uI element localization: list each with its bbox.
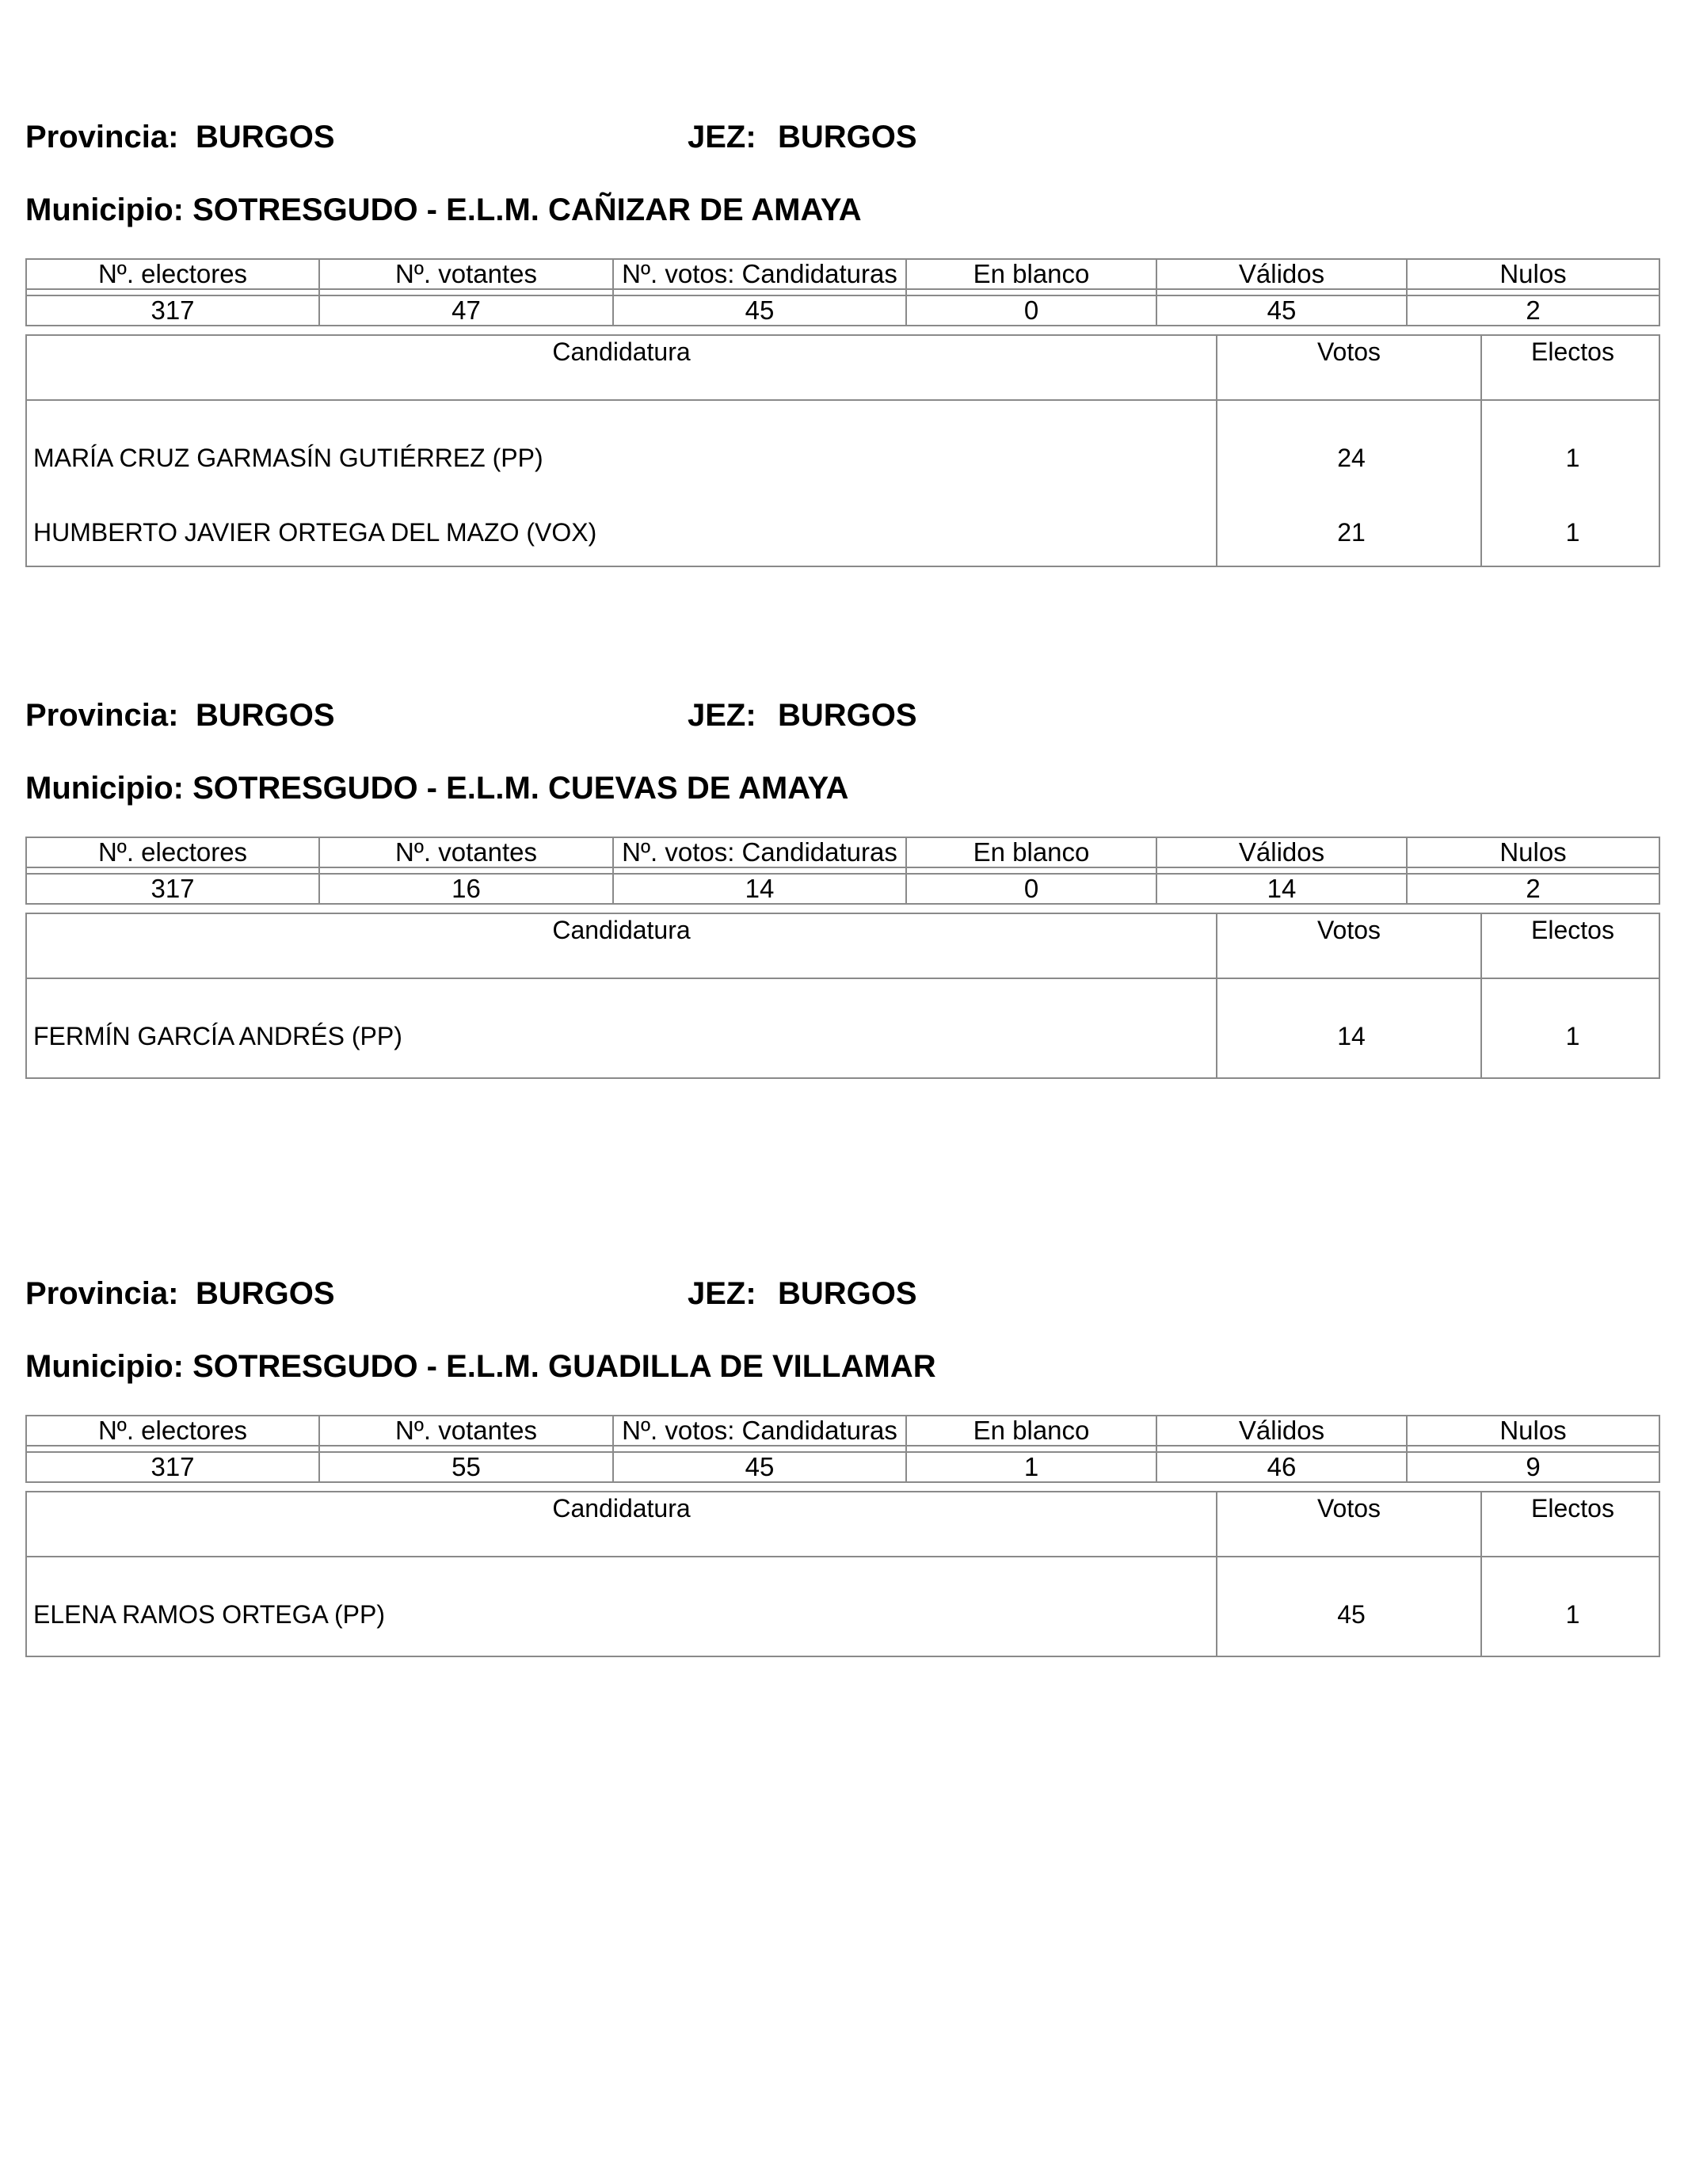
candidate-row xyxy=(26,400,1659,499)
stats-value-cell: 0 xyxy=(906,874,1156,904)
jez-line xyxy=(688,1274,917,1313)
candidate-votos: 45 xyxy=(1217,1557,1481,1656)
stats-header-cell: Nº. electores xyxy=(26,259,319,289)
provincia-value: BURGOS xyxy=(196,120,335,154)
electos-header: Electos xyxy=(1481,335,1659,400)
stats-value-cell: 16 xyxy=(319,874,613,904)
stats-header-cell: Válidos xyxy=(1156,837,1407,867)
candidate-row xyxy=(26,499,1659,566)
stats-header-cell: En blanco xyxy=(906,837,1156,867)
candidates-header-row xyxy=(26,913,1659,978)
candidate-electos: 1 xyxy=(1481,499,1659,566)
jez-label: JEZ: xyxy=(688,1276,756,1311)
stats-header-cell: Nº. votos: Candidaturas xyxy=(613,837,906,867)
candidate-name: FERMÍN GARCÍA ANDRÉS (PP) xyxy=(26,978,1217,1078)
candidate-row xyxy=(26,1557,1659,1656)
electos-header: Electos xyxy=(1481,1492,1659,1557)
stats-value-cell: 55 xyxy=(319,1452,613,1482)
candidates-header-row xyxy=(26,335,1659,400)
provincia-line xyxy=(25,117,335,157)
candidate-electos: 1 xyxy=(1481,400,1659,499)
stats-header-cell: Nº. electores xyxy=(26,1416,319,1446)
votos-header: Votos xyxy=(1217,913,1481,978)
candidates-table xyxy=(25,913,1660,1079)
municipio-line xyxy=(25,190,862,230)
stats-value-cell: 317 xyxy=(26,874,319,904)
candidate-votos: 24 xyxy=(1217,400,1481,499)
candidatura-header: Candidatura xyxy=(26,335,1217,400)
candidate-row xyxy=(26,978,1659,1078)
candidate-name: ELENA RAMOS ORTEGA (PP) xyxy=(26,1557,1217,1656)
stats-value-cell: 2 xyxy=(1407,295,1659,326)
stats-value-cell: 317 xyxy=(26,295,319,326)
candidate-votos: 14 xyxy=(1217,978,1481,1078)
stats-header-cell: Nulos xyxy=(1407,1416,1659,1446)
stats-value-row xyxy=(26,874,1659,904)
municipio-label: Municipio: xyxy=(25,771,184,806)
stats-header-cell: Nulos xyxy=(1407,259,1659,289)
stats-header-cell: Válidos xyxy=(1156,259,1407,289)
stats-header-cell: Nº. votos: Candidaturas xyxy=(613,1416,906,1446)
stats-header-cell: Válidos xyxy=(1156,1416,1407,1446)
stats-table xyxy=(25,1415,1660,1483)
candidate-name: HUMBERTO JAVIER ORTEGA DEL MAZO (VOX) xyxy=(26,499,1217,566)
candidates-table xyxy=(25,1491,1660,1657)
provincia-label: Provincia: xyxy=(25,1276,179,1311)
stats-value-cell: 14 xyxy=(1156,874,1407,904)
votos-header: Votos xyxy=(1217,1492,1481,1557)
municipio-label: Municipio: xyxy=(25,1349,184,1384)
stats-header-row xyxy=(26,837,1659,867)
candidate-name: MARÍA CRUZ GARMASÍN GUTIÉRREZ (PP) xyxy=(26,400,1217,499)
stats-table xyxy=(25,258,1660,326)
electos-header: Electos xyxy=(1481,913,1659,978)
stats-header-cell: En blanco xyxy=(906,1416,1156,1446)
provincia-line xyxy=(25,696,335,735)
provincia-value: BURGOS xyxy=(196,698,335,733)
stats-value-cell: 46 xyxy=(1156,1452,1407,1482)
stats-table xyxy=(25,837,1660,905)
stats-value-cell: 47 xyxy=(319,295,613,326)
stats-header-cell: Nº. votantes xyxy=(319,837,613,867)
candidate-electos: 1 xyxy=(1481,978,1659,1078)
stats-value-cell: 45 xyxy=(613,1452,906,1482)
stats-value-cell: 9 xyxy=(1407,1452,1659,1482)
jez-value: BURGOS xyxy=(778,1276,917,1311)
stats-value-cell: 2 xyxy=(1407,874,1659,904)
provincia-value: BURGOS xyxy=(196,1276,335,1311)
provincia-label: Provincia: xyxy=(25,120,179,154)
candidates-table xyxy=(25,334,1660,567)
municipio-label: Municipio: xyxy=(25,192,184,227)
stats-header-cell: Nº. votantes xyxy=(319,1416,613,1446)
municipio-value: SOTRESGUDO - E.L.M. CAÑIZAR DE AMAYA xyxy=(192,192,862,227)
municipio-line xyxy=(25,768,848,808)
municipio-value: SOTRESGUDO - E.L.M. CUEVAS DE AMAYA xyxy=(192,771,849,806)
provincia-line xyxy=(25,1274,335,1313)
jez-label: JEZ: xyxy=(688,120,756,154)
municipio-line xyxy=(25,1347,936,1386)
stats-value-row xyxy=(26,1452,1659,1482)
candidate-electos: 1 xyxy=(1481,1557,1659,1656)
candidate-votos: 21 xyxy=(1217,499,1481,566)
stats-value-cell: 1 xyxy=(906,1452,1156,1482)
stats-value-cell: 0 xyxy=(906,295,1156,326)
jez-line xyxy=(688,117,917,157)
stats-header-row xyxy=(26,259,1659,289)
votos-header: Votos xyxy=(1217,335,1481,400)
stats-value-row xyxy=(26,295,1659,326)
stats-value-cell: 45 xyxy=(1156,295,1407,326)
stats-header-cell: Nulos xyxy=(1407,837,1659,867)
stats-header-cell: Nº. votos: Candidaturas xyxy=(613,259,906,289)
jez-label: JEZ: xyxy=(688,698,756,733)
stats-header-row xyxy=(26,1416,1659,1446)
stats-header-cell: Nº. electores xyxy=(26,837,319,867)
provincia-label: Provincia: xyxy=(25,698,179,733)
jez-line xyxy=(688,696,917,735)
stats-header-cell: En blanco xyxy=(906,259,1156,289)
candidates-header-row xyxy=(26,1492,1659,1557)
candidatura-header: Candidatura xyxy=(26,1492,1217,1557)
jez-value: BURGOS xyxy=(778,698,917,733)
candidatura-header: Candidatura xyxy=(26,913,1217,978)
stats-value-cell: 317 xyxy=(26,1452,319,1482)
stats-header-cell: Nº. votantes xyxy=(319,259,613,289)
stats-value-cell: 45 xyxy=(613,295,906,326)
stats-value-cell: 14 xyxy=(613,874,906,904)
jez-value: BURGOS xyxy=(778,120,917,154)
municipio-value: SOTRESGUDO - E.L.M. GUADILLA DE VILLAMAR xyxy=(192,1349,936,1384)
